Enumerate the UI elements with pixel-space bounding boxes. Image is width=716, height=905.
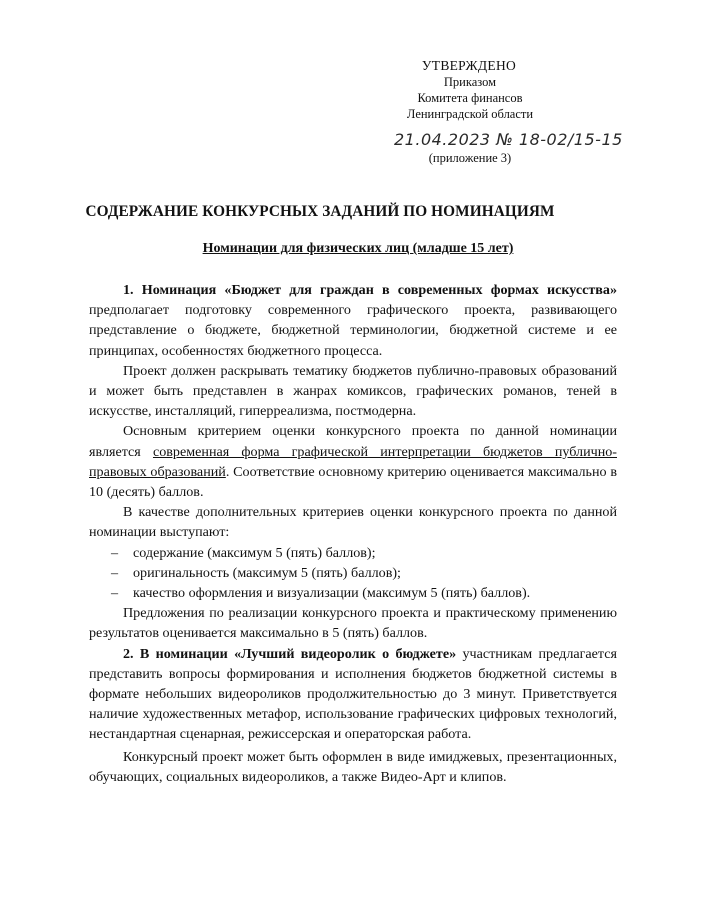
section1-paragraph-genres: Проект должен раскрывать тематику бюджетов публично-правовых образований и может быть представлен в жанрах комиксов, графических романов, теней в искусстве, инсталляций, гиперреализма, постмодерна. [89, 362, 617, 420]
criteria-list [89, 543, 617, 604]
list-item-text: качество оформления и визуализации (максимум 5 (пять) баллов). [133, 585, 531, 602]
list-dash: – [111, 544, 119, 561]
section1-paragraph-additional: В качестве дополнительных критериев оценки конкурсного проекта по данной номинации выступают: [89, 504, 617, 541]
handwritten-text: 21.04.2023 № 18-02/15-15 [394, 130, 623, 149]
criterion-text-end: . Соответствие основному критерию оценивается максимально в 10 (десять) баллов. [89, 463, 618, 501]
criterion-text-start: Основным критерием оценки конкурсного проекта по данной номинации является [89, 423, 617, 460]
appendix-label: (приложение 3) [428, 151, 512, 165]
section1-heading: 1. Номинация «Бюджет для граждан в современных формах искусства» [123, 282, 617, 298]
section1-intro-text: предполагает подготовку современного графического проекта, развивающего представление о бюджете, бюджетной терминологии, бюджетной системе и ее принципах, особенностях бюджетного процесса. [89, 302, 617, 359]
section1-paragraph-criterion [89, 421, 617, 502]
approval-block [370, 58, 570, 122]
document-title: СОДЕРЖАНИЕ КОНКУРСНЫХ ЗАДАНИЙ ПО НОМИНАЦИЯМ [85, 203, 555, 220]
section2-paragraph-intro [89, 644, 617, 745]
list-item [89, 543, 617, 563]
list-item-text: оригинальность (максимум 5 (пять) баллов); [133, 564, 401, 581]
approval-line-committee: Комитета финансов [417, 91, 523, 105]
section1-paragraph-intro [89, 280, 617, 361]
section1-paragraph-proposals: Предложения по реализации конкурсного проекта и практическому применению результатов оценивается максимально в 5 (пять) баллов. [89, 605, 617, 642]
document-body [89, 280, 617, 787]
section2-paragraph-formats: Конкурсный проект может быть оформлен в виде имиджевых, презентационных, обучающих, социальных видеороликов, а также Видео-Арт и клипов. [89, 748, 617, 785]
document-subtitle: Номинации для физических лиц (младше 15 лет) [202, 241, 514, 256]
list-item [89, 563, 617, 583]
approval-heading: УТВЕРЖДЕНО [421, 58, 517, 73]
handwritten-date-number [392, 126, 623, 152]
list-dash: – [111, 585, 119, 602]
criterion-underlined: современная форма графической интерпретации бюджетов публично-правовых образований [89, 443, 617, 480]
list-item-text: содержание (максимум 5 (пять) баллов); [133, 544, 376, 561]
approval-line-order: Приказом [443, 75, 497, 89]
approval-line-region: Ленинградской области [406, 107, 534, 121]
section2-intro-text: участникам предлагается представить вопросы формирования и исполнения бюджетов бюджетной системы в формате небольших видеороликов продолжительностью до 3 минут. Приветствуется наличие художественных метафор, использование графических цифровых технологий, нестандартная сценарная, режиссерская и операторская работа. [89, 645, 617, 743]
section2-heading: 2. В номинации «Лучший видеоролик о бюджете» [123, 645, 457, 662]
list-item [89, 583, 617, 603]
list-dash: – [111, 564, 119, 581]
